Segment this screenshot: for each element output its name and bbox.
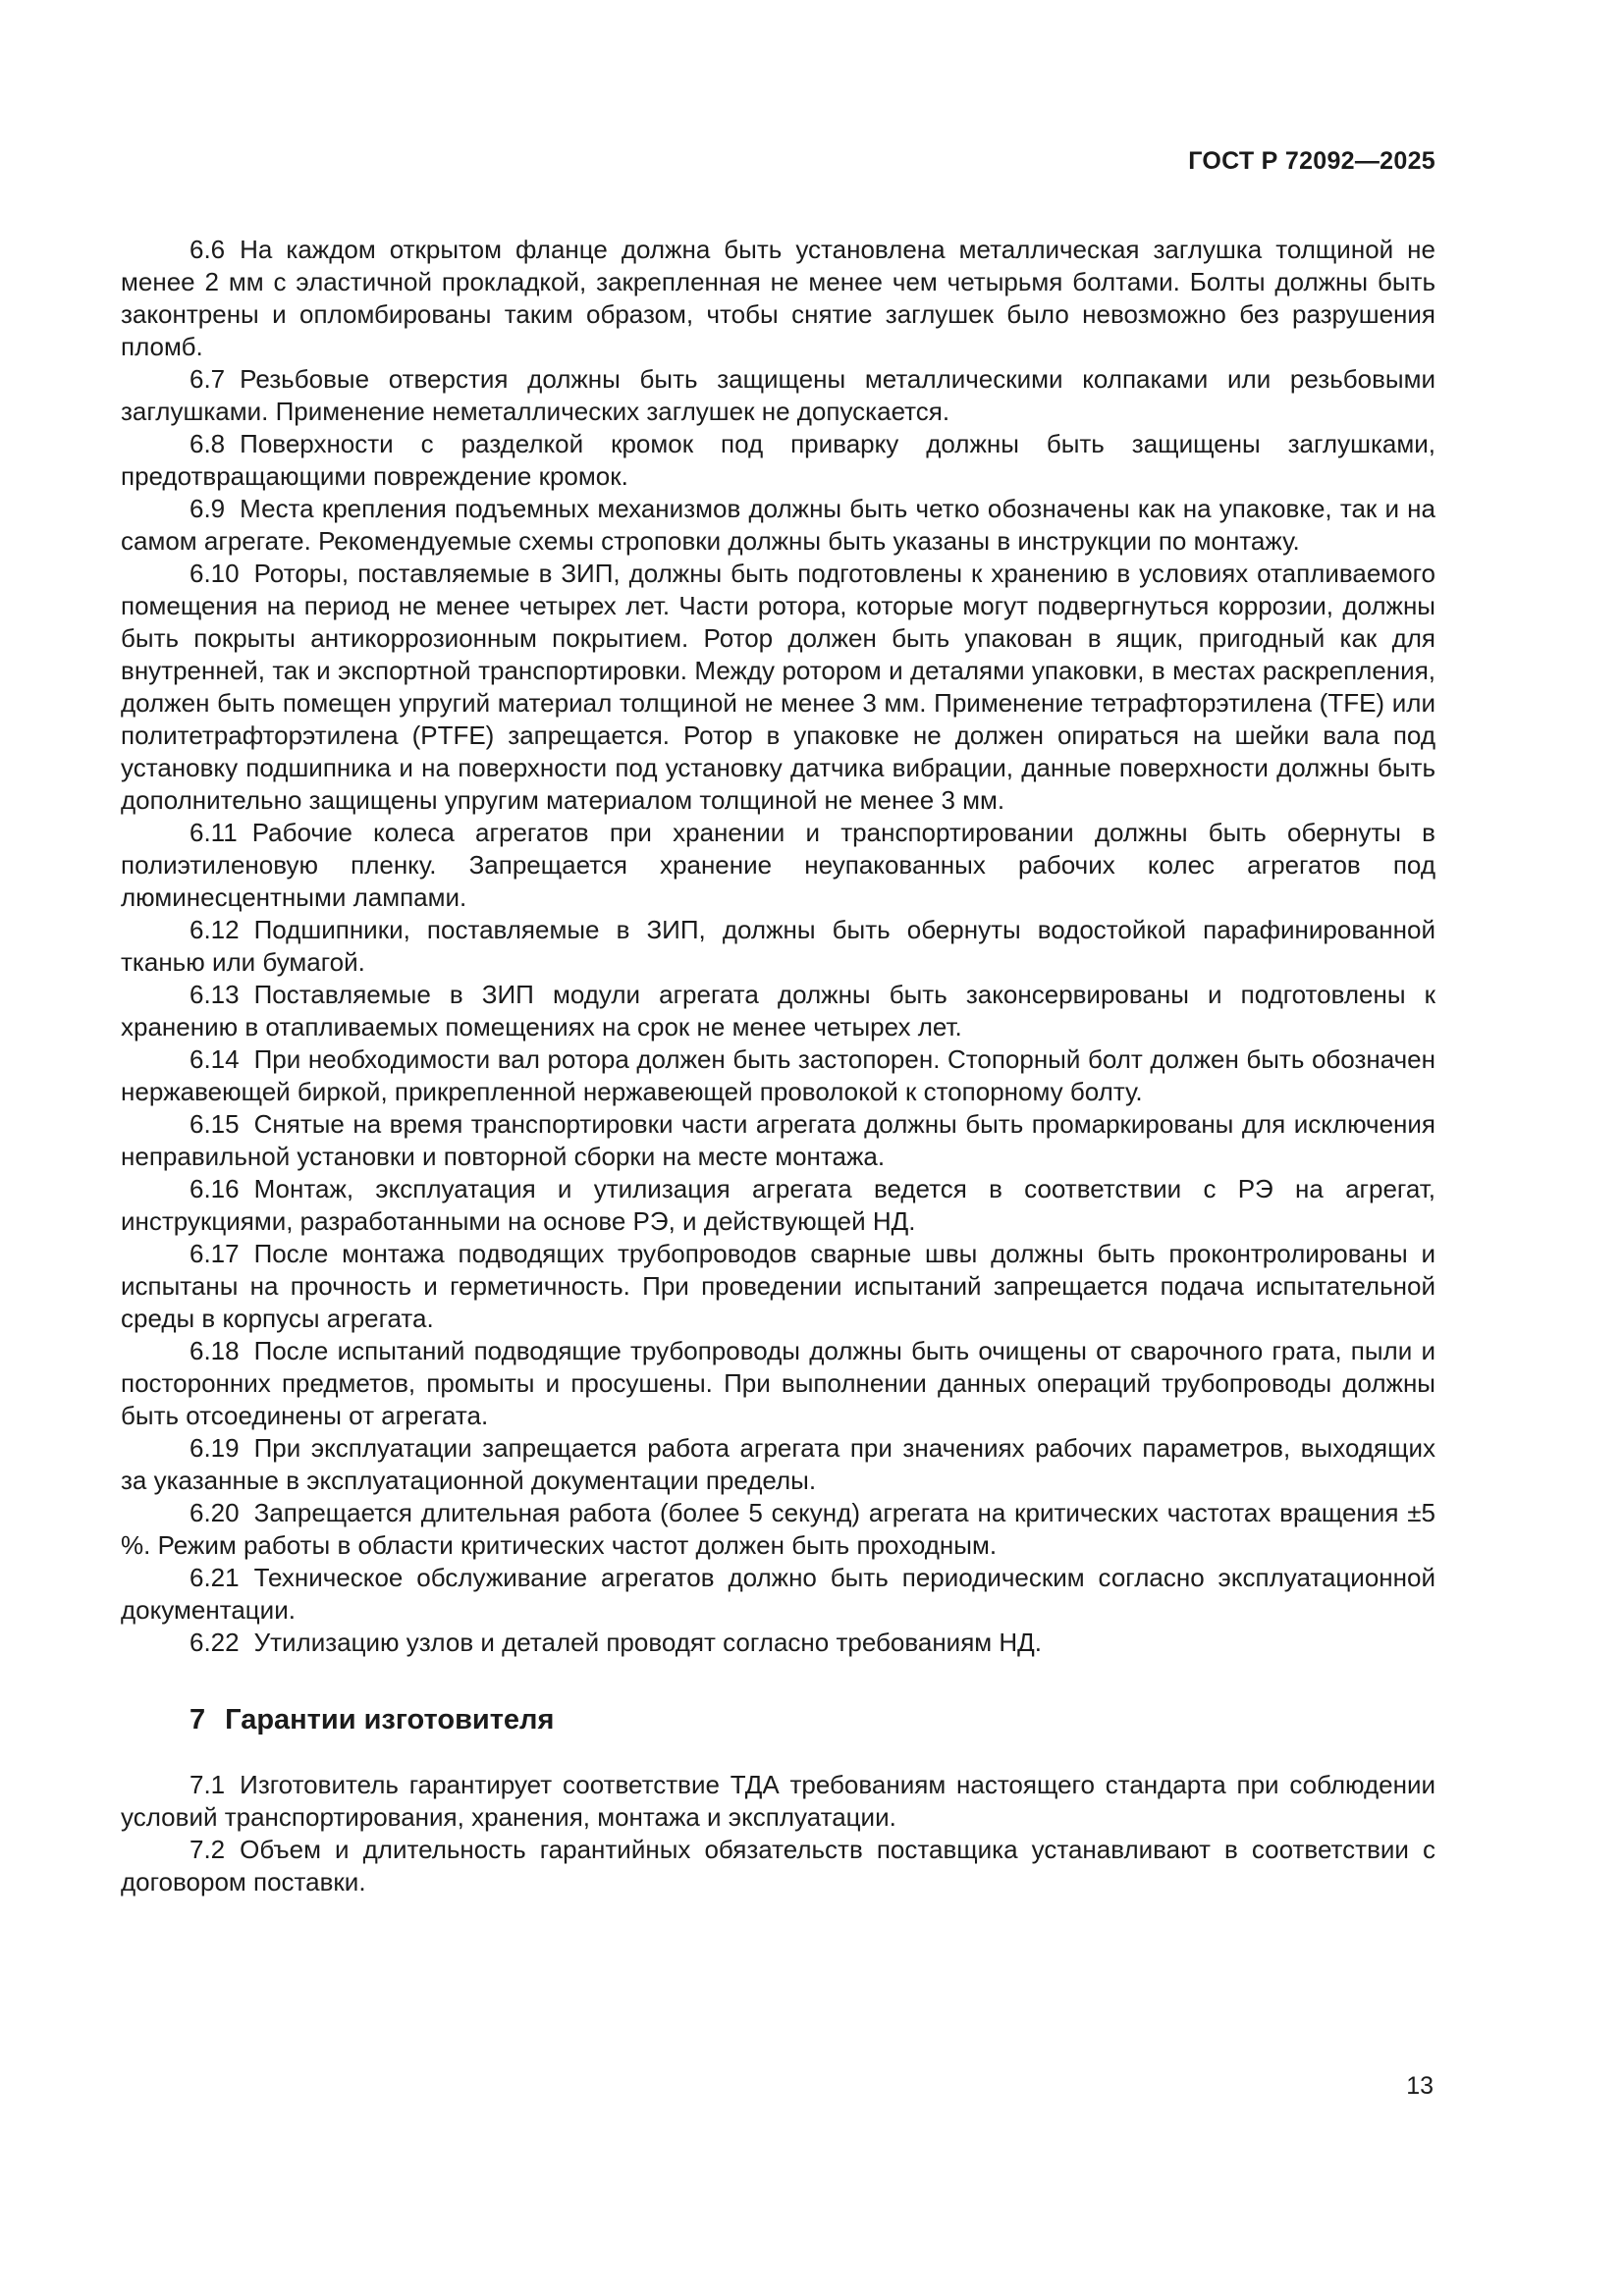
paragraph-6.22 <box>121 1627 1435 1659</box>
section-7-title-text: Гарантии изготовителя <box>225 1704 555 1735</box>
paragraph-6.12 <box>121 914 1435 979</box>
paragraph-text: Объем и длительность гарантийных обязательств поставщика устанавливают в соответствии с договором поставки. <box>121 1835 1435 1896</box>
paragraph-text: Запрещается длительная работа (более 5 секунд) агрегата на критических частотах вращения ±5 %. Режим работы в области критических частот должен быть проходным. <box>121 1498 1435 1560</box>
paragraph-6.18 <box>121 1335 1435 1432</box>
paragraph-6.21 <box>121 1562 1435 1627</box>
paragraph-text: Рабочие колеса агрегатов при хранении и транспортировании должны быть обернуты в полиэтиленовую пленку. Запрещается хранение неупакованных рабочих колес агрегатов под люминесцентными лампами. <box>121 818 1435 912</box>
paragraph-number: 6.20 <box>189 1498 240 1527</box>
paragraph-number: 6.8 <box>189 429 226 458</box>
paragraph-number: 6.19 <box>189 1433 240 1463</box>
paragraph-6.17 <box>121 1238 1435 1335</box>
page-number: 13 <box>1406 2072 1434 2100</box>
paragraph-number: 6.9 <box>189 494 226 523</box>
paragraph-6.16 <box>121 1173 1435 1238</box>
paragraph-number: 6.11 <box>189 818 238 847</box>
section-6-paragraphs <box>121 234 1435 1659</box>
section-7-paragraphs <box>121 1769 1435 1898</box>
paragraph-text: Места крепления подъемных механизмов должны быть четко обозначены как на упаковке, так и на самом агрегате. Рекомендуемые схемы строповки должны быть указаны в инструкции по монтажу. <box>121 494 1435 556</box>
paragraph-number: 6.10 <box>189 559 240 588</box>
paragraph-number: 6.14 <box>189 1044 240 1074</box>
paragraph-number: 6.22 <box>189 1628 240 1657</box>
paragraph-6.19 <box>121 1432 1435 1497</box>
paragraph-number: 6.18 <box>189 1336 240 1365</box>
paragraph-6.6 <box>121 234 1435 363</box>
paragraph-number: 6.21 <box>189 1563 240 1592</box>
paragraph-number: 6.13 <box>189 980 240 1009</box>
paragraph-7.2 <box>121 1834 1435 1898</box>
section-7-title <box>121 1702 1435 1737</box>
paragraph-text: После монтажа подводящих трубопроводов сварные швы должны быть проконтролированы и испытаны на прочность и герметичность. При проведении испытаний запрещается подача испытательной среды в корпусы агрегата. <box>121 1239 1435 1333</box>
paragraph-text: При эксплуатации запрещается работа агрегата при значениях рабочих параметров, выходящих за указанные в эксплуатационной документации пределы. <box>121 1433 1435 1495</box>
paragraph-number: 6.15 <box>189 1109 240 1139</box>
document-body <box>121 234 1435 1898</box>
paragraph-text: После испытаний подводящие трубопроводы должны быть очищены от сварочного грата, пыли и посторонних предметов, промыты и просушены. При выполнении данных операций трубопроводы должны быть отсоединены от агрегата. <box>121 1336 1435 1430</box>
section-7-number: 7 <box>189 1704 206 1735</box>
paragraph-text: Роторы, поставляемые в ЗИП, должны быть подготовлены к хранению в условиях отапливаемого помещения на период не менее четырех лет. Части ротора, которые могут подвергнуться коррозии, должны быть покрыты антикоррозионным покрытием. Ротор должен быть упакован в ящик, пригодный как для внутренней, так и экспортной транспортировки. Между ротором и деталями упаковки, в местах раскрепления, должен быть помещен упругий материал толщиной не менее 3 мм. Применение тетрафторэтилена (TFE) или политетрафторэтилена (PTFE) запрещается. Ротор в упаковке не должен опираться на шейки вала под установку подшипника и на поверхности под установку датчика вибрации, данные поверхности должны быть дополнительно защищены упругим материалом толщиной не менее 3 мм. <box>121 559 1435 815</box>
paragraph-6.7 <box>121 363 1435 428</box>
paragraph-text: На каждом открытом фланце должна быть установлена металлическая заглушка толщиной не менее 2 мм с эластичной прокладкой, закрепленная не менее чем четырьмя болтами. Болты должны быть законтрены и опломбированы таким образом, чтобы снятие заглушек было невозможно без разрушения пломб. <box>121 235 1435 361</box>
paragraph-text: Техническое обслуживание агрегатов должно быть периодическим согласно эксплуатационной документации. <box>121 1563 1435 1625</box>
paragraph-text: Утилизацию узлов и деталей проводят согласно требованиям НД. <box>253 1628 1042 1657</box>
paragraph-7.1 <box>121 1769 1435 1834</box>
paragraph-number: 6.7 <box>189 364 226 394</box>
paragraph-text: Изготовитель гарантирует соответствие ТДА требованиям настоящего стандарта при соблюдении условий транспортирования, хранения, монтажа и эксплуатации. <box>121 1770 1435 1832</box>
paragraph-text: Подшипники, поставляемые в ЗИП, должны быть обернуты водостойкой парафинированной тканью или бумагой. <box>121 915 1435 977</box>
paragraph-6.20 <box>121 1497 1435 1562</box>
paragraph-number: 6.17 <box>189 1239 240 1268</box>
paragraph-6.10 <box>121 558 1435 817</box>
paragraph-6.14 <box>121 1043 1435 1108</box>
paragraph-6.15 <box>121 1108 1435 1173</box>
paragraph-number: 6.12 <box>189 915 240 944</box>
paragraph-number: 7.1 <box>189 1770 226 1799</box>
paragraph-number: 6.16 <box>189 1174 240 1203</box>
paragraph-6.11 <box>121 817 1435 914</box>
paragraph-text: Поверхности с разделкой кромок под приварку должны быть защищены заглушками, предотвращающими повреждение кромок. <box>121 429 1435 491</box>
paragraph-number: 6.6 <box>189 235 226 264</box>
paragraph-text: Снятые на время транспортировки части агрегата должны быть промаркированы для исключения неправильной установки и повторной сборки на месте монтажа. <box>121 1109 1435 1171</box>
paragraph-text: Монтаж, эксплуатация и утилизация агрегата ведется в соответствии с РЭ на агрегат, инструкциями, разработанными на основе РЭ, и действующей НД. <box>121 1174 1435 1236</box>
paragraph-6.13 <box>121 979 1435 1043</box>
paragraph-text: Резьбовые отверстия должны быть защищены металлическими колпаками или резьбовыми заглушками. Применение неметаллических заглушек не допускается. <box>121 364 1435 426</box>
paragraph-6.9 <box>121 493 1435 558</box>
paragraph-number: 7.2 <box>189 1835 226 1864</box>
paragraph-text: Поставляемые в ЗИП модули агрегата должны быть законсервированы и подготовлены к хранению в отапливаемых помещениях на срок не менее четырех лет. <box>121 980 1435 1041</box>
paragraph-6.8 <box>121 428 1435 493</box>
paragraph-text: При необходимости вал ротора должен быть застопорен. Стопорный болт должен быть обозначен нержавеющей биркой, прикрепленной нержавеющей проволокой к стопорному болту. <box>121 1044 1435 1106</box>
standard-number-header: ГОСТ Р 72092—2025 <box>1188 147 1435 175</box>
